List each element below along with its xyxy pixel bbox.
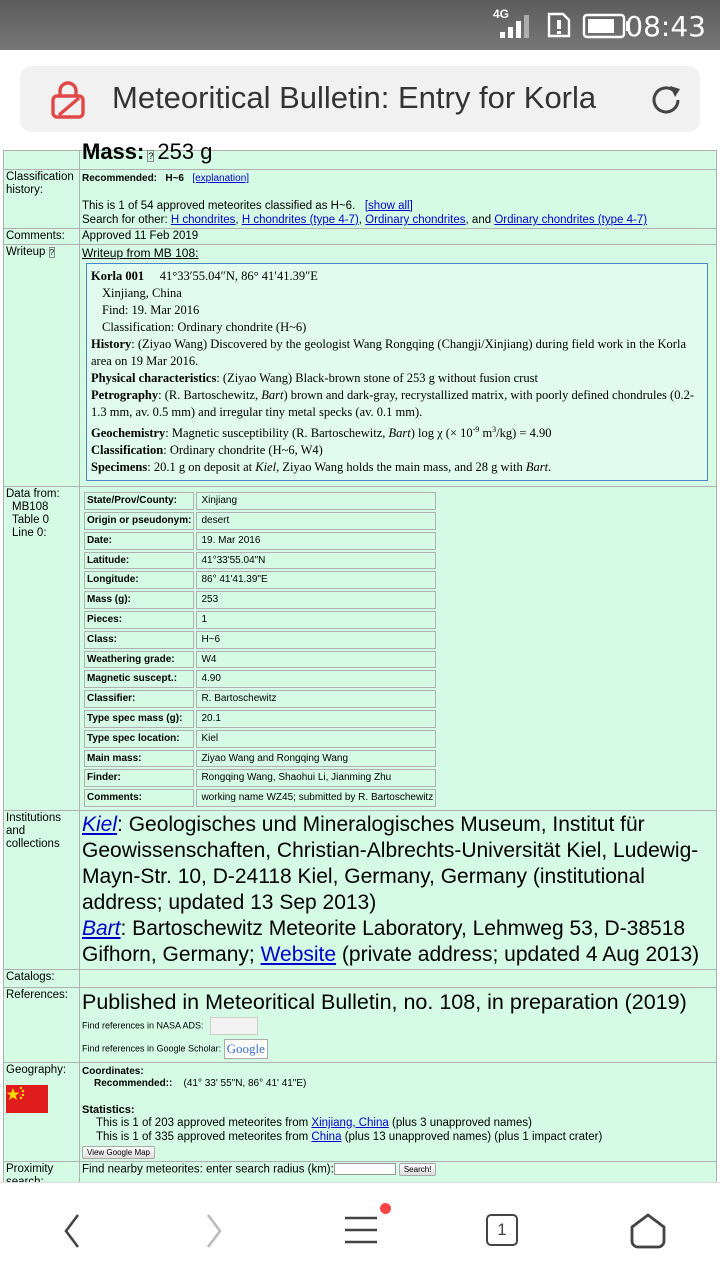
data-field-row: [84, 710, 436, 728]
data-field-key: Comments:: [84, 789, 194, 807]
link-ordinary-chondrites[interactable]: Ordinary chondrites: [365, 214, 466, 226]
view-google-map-button[interactable]: View Google Map: [82, 1146, 155, 1159]
comments-row: Comments: Approved 11 Feb 2019: [4, 229, 717, 245]
menu-icon[interactable]: [343, 1215, 379, 1245]
website-link[interactable]: Website: [260, 942, 337, 966]
data-field-value: Kiel: [196, 730, 436, 748]
nasa-ads-button[interactable]: [210, 1017, 258, 1035]
institutions-row: Institutions and collections Kiel: Geologisches und Mineralogisches Museum, Institut für Geowissenschaften, Christian-Albrechts-Universität Kiel, Ludewig-Mayn-Str. 10, D-24118 Kiel, Germany, Germany (institutional address; updated 13 Sep 2013) Bart: Bartoschewitz Meteorite Laboratory, Lehmweg 53, D-38518 Gifhorn, Germany; Website (private address; updated 4 Aug 2013): [4, 810, 717, 969]
battery-icon: [583, 14, 631, 38]
data-field-value: 1: [196, 611, 436, 629]
classification-label: Classification history:: [4, 170, 80, 229]
data-field-key: Type spec location:: [84, 730, 194, 748]
data-field-value: R. Bartoschewitz: [196, 690, 436, 708]
proximity-row: Proximity Find nearby meteorites: enter search radius (km): Search!: [4, 1161, 717, 1190]
data-field-key: Date:: [84, 532, 194, 550]
data-field-row: [84, 651, 436, 669]
data-field-value: desert: [196, 512, 436, 530]
data-field-key: Origin or pseudonym:: [84, 512, 194, 530]
data-field-value: 41°33'55.04"N: [196, 552, 436, 570]
status-bar: [0, 0, 720, 50]
data-field-key: Weathering grade:: [84, 651, 194, 669]
google-logo: Google: [226, 1040, 265, 1056]
data-field-row: [84, 690, 436, 708]
reload-icon[interactable]: [648, 82, 684, 118]
data-field-row: [84, 730, 436, 748]
data-field-value: 19. Mar 2016: [196, 532, 436, 550]
info-icon[interactable]: ?: [49, 248, 55, 257]
google-scholar-button[interactable]: [224, 1039, 268, 1059]
data-field-row: [84, 512, 436, 530]
proximity-search-button[interactable]: Search!: [399, 1163, 437, 1176]
data-field-row: [84, 571, 436, 589]
mass-value: 253 g: [157, 139, 213, 164]
writeup-name: Korla 001: [91, 269, 145, 283]
network-type: 4G: [493, 7, 510, 21]
kiel-link[interactable]: Kiel: [82, 812, 118, 836]
data-field-key: Class:: [84, 631, 194, 649]
data-from-row: Data from: MB108 Table 0 Line 0: State/Prov/County: Xinjiang Origin or pseudonym: desert Date: 19. Mar 2016 Latitude: 41°33'55.04"N Longitude: 86° 41'41.39"E Mass (g): 253 Pieces: 1 Class: H~6 Weathering grade: W4 Magnetic suscept.: 4.90 Classifier: R. Bartoschewitz Type spec mass (g): 20.1 Type spec location: Kiel Main mass: Ziyao Wang and Rongqing Wang Finder: Rongqing Wang, Shaohui Li, Jianming Zhu Comments: working name WZ45; submitted by R. Bartoschewitz: [4, 487, 717, 811]
recommended-class: H~6: [165, 173, 184, 184]
data-field-value: 253: [196, 591, 436, 609]
bart-link[interactable]: Bart: [82, 916, 121, 940]
data-field-row: [84, 492, 436, 510]
data-field-key: Pieces:: [84, 611, 194, 629]
data-field-row: [84, 750, 436, 768]
data-field-key: Finder:: [84, 769, 194, 787]
classification-row: Classification history: Recommended: H~6 [explanation] This is 1 of 54 approved meteorites classified as H~6. [show all] Search for other: H chondrites, H chondrites (type 4-7), Ordinary chondrites, and Ordinary chondrites (type 4-7): [4, 170, 717, 229]
data-field-row: [84, 631, 436, 649]
web-content: [0, 139, 720, 1182]
info-icon[interactable]: ?: [148, 151, 154, 161]
data-field-value: 20.1: [196, 710, 436, 728]
data-field-value: Ziyao Wang and Rongqing Wang: [196, 750, 436, 768]
insecure-lock-icon[interactable]: [50, 80, 86, 120]
writeup-source-link[interactable]: Writeup from MB 108:: [82, 246, 199, 260]
china-link[interactable]: China: [311, 1130, 342, 1143]
data-field-value: working name WZ45; submitted by R. Bartoschewitz: [196, 789, 436, 807]
xinjiang-link[interactable]: Xinjiang, China: [311, 1116, 389, 1129]
clock: 08:43: [625, 10, 706, 43]
page-title[interactable]: Meteoritical Bulletin: Entry for Korla: [112, 80, 597, 115]
data-field-key: Type spec mass (g):: [84, 710, 194, 728]
data-field-key: Magnetic suscept.:: [84, 670, 194, 688]
institutions-label: Institutions and collections: [4, 810, 80, 969]
data-field-key: Mass (g):: [84, 591, 194, 609]
data-field-row: [84, 591, 436, 609]
explanation-link[interactable]: [explanation]: [192, 173, 250, 184]
mass-label: Mass:: [82, 139, 145, 164]
browser-toolbar: [0, 50, 720, 150]
china-flag-icon: [6, 1085, 48, 1113]
data-field-row: [84, 670, 436, 688]
show-all-link[interactable]: [show all]: [364, 200, 413, 212]
browser-navigation-bar: [0, 1182, 720, 1281]
data-field-row: [84, 769, 436, 787]
link-h-chondrites-4-7[interactable]: H chondrites (type 4-7): [241, 214, 359, 226]
data-field-value: H~6: [196, 631, 436, 649]
data-fields-table: [82, 490, 438, 809]
data-field-row: [84, 552, 436, 570]
data-field-value: W4: [196, 651, 436, 669]
signal-icon: [500, 14, 532, 38]
data-field-row: [84, 532, 436, 550]
link-ordinary-chondrites-4-7[interactable]: Ordinary chondrites (type 4-7): [494, 214, 648, 226]
tab-count: 1: [497, 1220, 507, 1239]
data-field-key: Latitude:: [84, 552, 194, 570]
writeup-row: Writeup ? Writeup from MB 108: Korla 001 41°33′55.04″N, 86° 41′41.39″E Xinjiang, China Find: 19. Mar 2016 Classification: Ordinary chondrite (H~6) History: (Ziyao Wang) Discovered by the geologist Wang Rongqing (Changji/Xinjiang) during field work in the Korla area on 19 Mar 2016. Physical characteristics: (Ziyao Wang) Black-brown stone of 253 g without fusion crust Petrography: (R. Bartoschewitz, Bart) brown and dark-gray, recrystallized matrix, with poorly defined chondrules (0.2-1.3 mm, av. 0.5 mm) and irregular tiny metal specks (av. 0.1 mm). Geochemistry: Magnetic susceptibility (R. Bartoschewitz, Bart) log χ (× $10^{-9}$ $m^3/kg) = 4.90$ Classification: Ordinary chondrite (H~6, W4) Specimens: 20.1 g on deposit at Kiel, Ziyao Wang holds the main mass, and 28 g with Bart.: [4, 245, 717, 487]
home-icon[interactable]: [628, 1211, 668, 1251]
recommended-coords: (41° 33' 55"N, 86° 41' 41"E): [183, 1077, 307, 1089]
data-field-row: [84, 789, 436, 807]
data-field-value: Xinjiang: [196, 492, 436, 510]
data-field-value: 86° 41'41.39"E: [196, 571, 436, 589]
data-field-key: Classifier:: [84, 690, 194, 708]
forward-icon[interactable]: [202, 1211, 226, 1251]
data-field-value: 4.90: [196, 670, 436, 688]
data-field-row: [84, 611, 436, 629]
meteorite-entry-table: [3, 139, 717, 1237]
comments-value: Approved 11 Feb 2019: [80, 229, 717, 245]
data-field-key: Longitude:: [84, 571, 194, 589]
mass-row: [4, 151, 717, 170]
search-radius-input[interactable]: [334, 1163, 396, 1175]
data-field-key: State/Prov/County:: [84, 492, 194, 510]
notification-dot: [380, 1203, 391, 1214]
address-bar[interactable]: [20, 66, 700, 132]
sim-alert-icon: [546, 12, 572, 38]
reference-text: Published in Meteoritical Bulletin, no. 108, in preparation (2019): [82, 989, 687, 1014]
tabs-button[interactable]: [486, 1214, 518, 1246]
data-field-value: Rongqing Wang, Shaohui Li, Jianming Zhu: [196, 769, 436, 787]
back-icon[interactable]: [60, 1211, 84, 1251]
writeup-box: Korla 001 41°33′55.04″N, 86° 41′41.39″E Xinjiang, China Find: 19. Mar 2016 Classification: Ordinary chondrite (H~6) History: (Ziyao Wang) Discovered by the geologist Wang Rongqing (Changji/Xinjiang) during field work in the Korla area on 19 Mar 2016. Physical characteristics: (Ziyao Wang) Black-brown stone of 253 g without fusion crust Petrography: (R. Bartoschewitz, Bart) brown and dark-gray, recrystallized matrix, with poorly defined chondrules (0.2-1.3 mm, av. 0.5 mm) and irregular tiny metal specks (av. 0.1 mm). Geochemistry: Magnetic susceptibility (R. Bartoschewitz, Bart) log χ (× $10^{-9}$ $m^3/kg) = 4.90$ Classification: Ordinary chondrite (H~6, W4) Specimens: 20.1 g on deposit at Kiel, Ziyao Wang holds the main mass, and 28 g with Bart.: [86, 263, 708, 481]
references-row: References: Published in Meteoritical Bulletin, no. 108, in preparation (2019) Find references in NASA ADS: Find references in Google Scholar: Google: [4, 987, 717, 1062]
data-field-key: Main mass:: [84, 750, 194, 768]
catalogs-row: Catalogs:: [4, 969, 717, 987]
link-h-chondrites[interactable]: H chondrites: [170, 214, 236, 226]
geography-row: Geography: Coordinates: Recommended:: (41° 33' 55"N, 86° 41' 41"E) Statistics: This is 1 of 203 approved meteorites from Xinjiang, China (plus 3 unapproved names) This is 1 of 335 approved meteorites from China (plus 13 unapproved names) (plus 1 impact crater) View Google Map: [4, 1062, 717, 1161]
